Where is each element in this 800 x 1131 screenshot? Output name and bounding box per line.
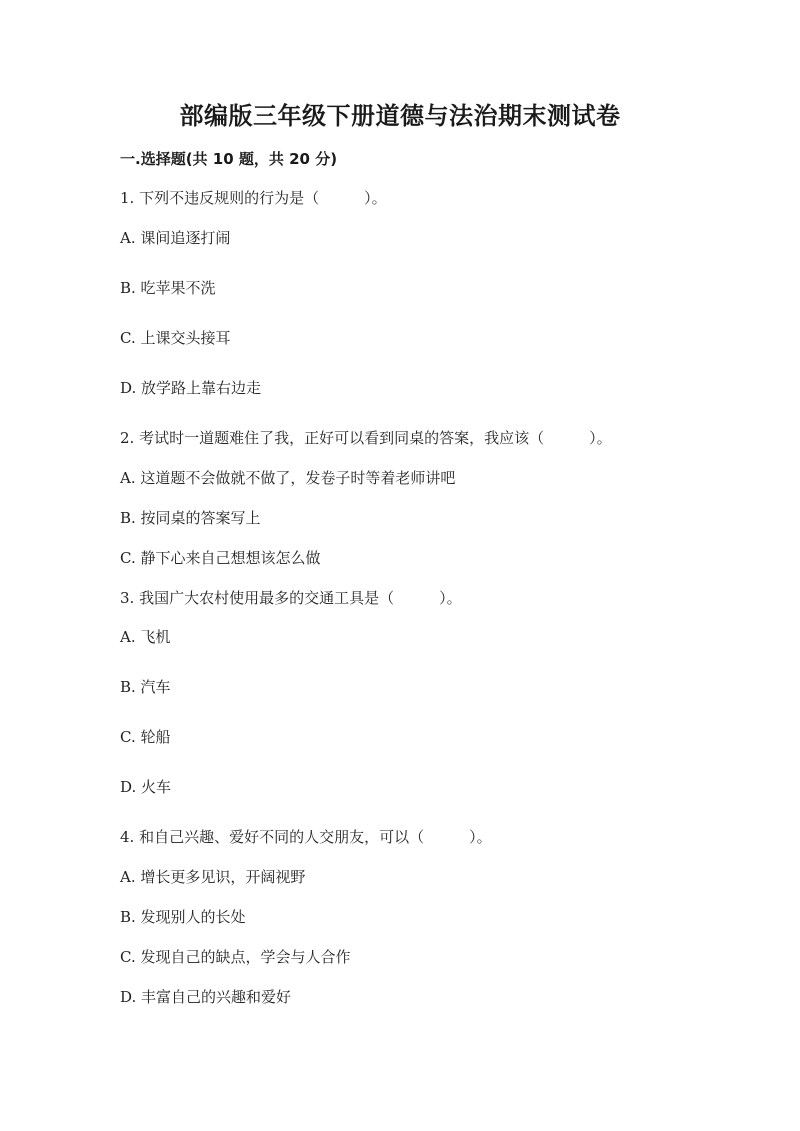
question-4-option-a: A. 增长更多见识，开阔视野 <box>120 868 306 886</box>
question-1-option-c: C. 上课交头接耳 <box>120 329 231 347</box>
question-1-option-b: B. 吃苹果不洗 <box>120 279 216 297</box>
question-4-option-c: C. 发现自己的缺点，学会与人合作 <box>120 948 351 966</box>
question-2-stem: 2. 考试时一道题难住了我，正好可以看到同桌的答案，我应该（ ）。 <box>120 429 612 447</box>
question-2-option-a: A. 这道题不会做就不做了，发卷子时等着老师讲吧 <box>120 469 456 487</box>
question-1-stem: 1. 下列不违反规则的行为是（ ）。 <box>120 189 387 207</box>
question-2-option-b: B. 按同桌的答案写上 <box>120 509 261 527</box>
question-3-option-b: B. 汽车 <box>120 678 171 696</box>
question-4-option-b: B. 发现别人的长处 <box>120 908 246 926</box>
section-heading: 一.选择题(共 10 题，共 20 分) <box>120 150 338 168</box>
question-3-stem: 3. 我国广大农村使用最多的交通工具是（ ）。 <box>120 589 462 607</box>
page-title: 部编版三年级下册道德与法治期末测试卷 <box>179 102 621 130</box>
question-3-option-c: C. 轮船 <box>120 728 171 746</box>
question-4-option-d: D. 丰富自己的兴趣和爱好 <box>120 988 292 1006</box>
question-1-option-a: A. 课间追逐打闹 <box>120 229 231 247</box>
question-4-stem: 4. 和自己兴趣、爱好不同的人交朋友，可以（ ）。 <box>120 828 492 846</box>
question-3-option-a: A. 飞机 <box>120 628 171 646</box>
question-1-option-d: D. 放学路上靠右边走 <box>120 379 262 397</box>
question-3-option-d: D. 火车 <box>120 778 172 796</box>
question-2-option-c: C. 静下心来自己想想该怎么做 <box>120 549 321 567</box>
